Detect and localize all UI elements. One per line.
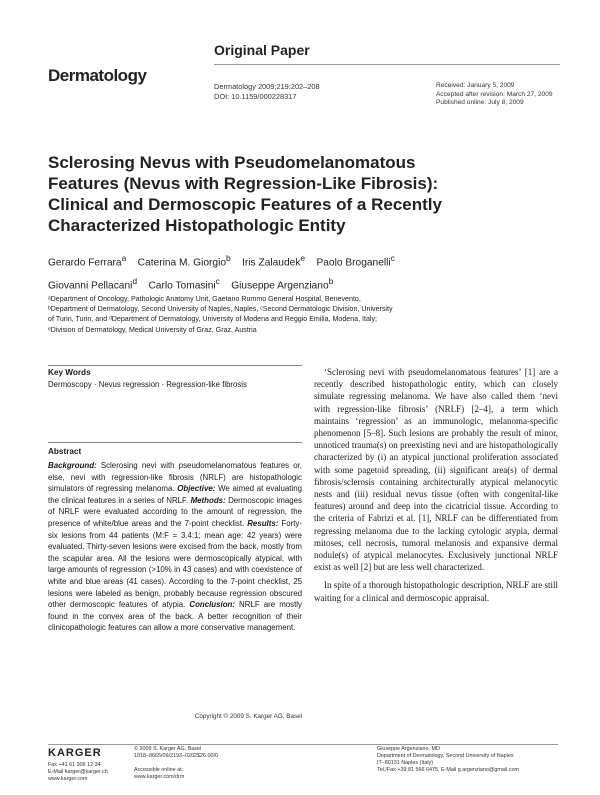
published-date: Published online: July 8, 2009 xyxy=(436,99,524,107)
author-sup: c xyxy=(390,253,395,263)
contact-fax: Fax +41 61 306 12 34 xyxy=(48,762,101,768)
author-line xyxy=(48,249,558,272)
author-sup: c xyxy=(215,276,220,287)
author-name: Giovanni Pellacani xyxy=(48,280,133,292)
publisher-logo: KARGER xyxy=(48,747,102,759)
affiliation-line: of Turin, Turin, and ᵈDepartment of Dermatology, University of Modena and Reggio Emilia, Modena, Italy; xyxy=(48,315,378,324)
title-line: Clinical and Dermoscopic Features of a Recently xyxy=(48,195,442,214)
affiliation-line: ᵉDivision of Dermatology, Medical University of Graz, Graz, Austria xyxy=(48,325,257,334)
abstract-heading: Abstract xyxy=(48,447,82,456)
correspondence-line: IT–80131 Naples (Italy) xyxy=(377,760,434,766)
affiliations xyxy=(48,294,568,335)
abstract-label-background: Background: xyxy=(48,461,97,470)
paper-title xyxy=(48,152,558,236)
contact-website[interactable]: www.karger.com xyxy=(48,776,88,782)
abstract-conclusion: NRLF are mostly found in the convex area of the back. A better recognition of their clinicopathologic features can allow a more conservative management. xyxy=(48,600,302,633)
affiliation-line: ᵇDepartment of Dermatology, Second University of Naples, Naples, ᶜSecond Dermatologic Division, University xyxy=(48,305,393,314)
author-list xyxy=(48,249,558,296)
correspondence-line: Giuseppe Argenziano, MD xyxy=(377,746,440,752)
correspondence-line: Department of Dermatology, Second University of Naples xyxy=(377,753,514,759)
author-sup: b xyxy=(328,276,334,287)
rights-line: 1018–8665/09/2193–0202$26.00/0 xyxy=(134,753,218,759)
author-name: Gerardo Ferrara xyxy=(48,257,122,269)
footer-rule xyxy=(48,744,558,745)
abstract-label-conclusion: Conclusion: xyxy=(189,600,235,610)
keywords-text: Dermoscopy · Nevus regression · Regression-like fibrosis xyxy=(48,380,247,389)
author-line xyxy=(48,272,558,295)
abstract-label-methods: Methods: xyxy=(190,495,226,505)
keywords-rule xyxy=(48,365,302,366)
contact-email[interactable]: E-Mail karger@karger.ch xyxy=(48,769,108,775)
author-sup: b xyxy=(226,253,231,263)
journal-name: Dermatology xyxy=(48,66,147,85)
author-name: Caterina M. Giorgio xyxy=(137,257,226,269)
body-column xyxy=(314,366,558,604)
author-sup: d xyxy=(132,276,138,287)
author-name: Carlo Tomasini xyxy=(148,280,216,292)
article-type: Original Paper xyxy=(214,42,310,58)
affiliation-line: ᵃDepartment of Oncology, Pathologic Anatomy Unit, Gaetano Rummo General Hospital, Benevento, xyxy=(48,295,361,303)
author-name: Giuseppe Argenziano xyxy=(231,280,329,292)
correspondence-block xyxy=(377,746,519,774)
author-name: Paolo Broganelli xyxy=(316,257,391,269)
dates-block xyxy=(436,82,553,108)
rights-block xyxy=(134,746,218,781)
title-line: Characterized Histopathologic Entity xyxy=(48,216,346,235)
citation-line: Dermatology 2009;219:202–208 xyxy=(214,82,320,91)
doi-line[interactable]: DOI: 10.1159/000228317 xyxy=(214,91,297,101)
abstract-label-objective: Objective: xyxy=(177,484,216,494)
abstract-text xyxy=(48,460,302,634)
title-line: Features (Nevus with Regression-Like Fibrosis): xyxy=(48,174,439,193)
author-sup: e xyxy=(300,253,306,263)
header-rule xyxy=(214,64,560,65)
citation-block xyxy=(214,82,320,101)
keywords-heading: Key Words xyxy=(48,368,91,377)
copyright-notice: Copyright © 2009 S. Karger AG, Basel xyxy=(194,713,302,720)
rights-line: © 2009 S. Karger AG, Basel xyxy=(134,746,202,752)
body-paragraph: ‘Sclerosing nevi with pseudomelanomatous features’ [1] are a recently described histopathologic entity, which can closely simulate regressing melanoma. We have also called them ‘nevi with regression-like fibrosis’ (NRLF) [2–4], a term which maintains ‘regression’ as an immunologic, melanoma-specific phenomenon [5–8]. Such lesions are probably the result of minor, unnoticed trauma(s) on preexisting nevi and are histopathologically characterized by (i) an atypical junctional proliferation associated with some pagetoid spreading, (ii) significant area(s) of dermal fibrosis/sclerosis containing architecturally atypical melanocytic nests and (iii) residual nevus tissue (often with congenital-like features) around and deep into the cicatricial tissue. According to the criteria of Fabrizi et al. [1], NRLF can be differentiated from regressing melanoma due to the lacking cytologic atypia, dermal mitoses, cell necrosis, tumoral melanosis and expansive dermal nodule(s) of atypical melanocytes. Exclusively junctional NRLF exist as well [2] but are less well characterized. xyxy=(314,367,558,573)
abstract-rule xyxy=(48,442,302,443)
publisher-contact xyxy=(48,762,108,783)
title-line: Sclerosing Nevus with Pseudomelanomatous xyxy=(48,153,416,172)
abstract-results: Forty-six lesions from 44 patients (M:F = 3.4:1; mean age: 42 years) were evaluated. Thirty-seven lesions were excised from the back, mostly from the scapular area. All the lesions were dermoscopically atypical, with large amounts of regression (>10% in 43 cases) and with coexistence of white and blue areas (41 cases). According to the 7-point checklist, 25 lesions were labeled as benign, probably because regression obscured other dermoscopic features of atypia. xyxy=(48,518,303,610)
rights-line xyxy=(134,760,218,767)
abstract-label-results: Results: xyxy=(247,518,279,528)
abstract-methods: Dermoscopic images of NRLF were evaluated according to the amount of regression, the presence of white/blue areas and the 7-point checklist. xyxy=(48,495,302,528)
rights-line: Accessible online at: xyxy=(134,767,184,773)
abstract-objective: We aimed at evaluating the clinical features in a series of NRLF. xyxy=(48,484,302,505)
author-name: Iris Zalaudek xyxy=(242,257,301,269)
online-link[interactable]: www.karger.com/drm xyxy=(134,774,185,780)
accepted-date: Accepted after revision: March 27, 2009 xyxy=(436,90,553,98)
received-date: Received: January 5, 2009 xyxy=(436,82,515,89)
abstract-background: Sclerosing nevi with pseudomelanomatous features or, else, nevi with regression-like fibrosis (NRLF) are histopathologic simulators of regressing melanoma. xyxy=(48,461,302,494)
author-sup: a xyxy=(121,253,127,263)
correspondence-line: Tel./Fax +39 81 566 6475, E-Mail g.argenziano@gmail.com xyxy=(377,767,519,773)
body-paragraph: In spite of a thorough histopathologic description, NRLF are still waiting for a clinical and dermoscopic appraisal. xyxy=(314,580,558,603)
